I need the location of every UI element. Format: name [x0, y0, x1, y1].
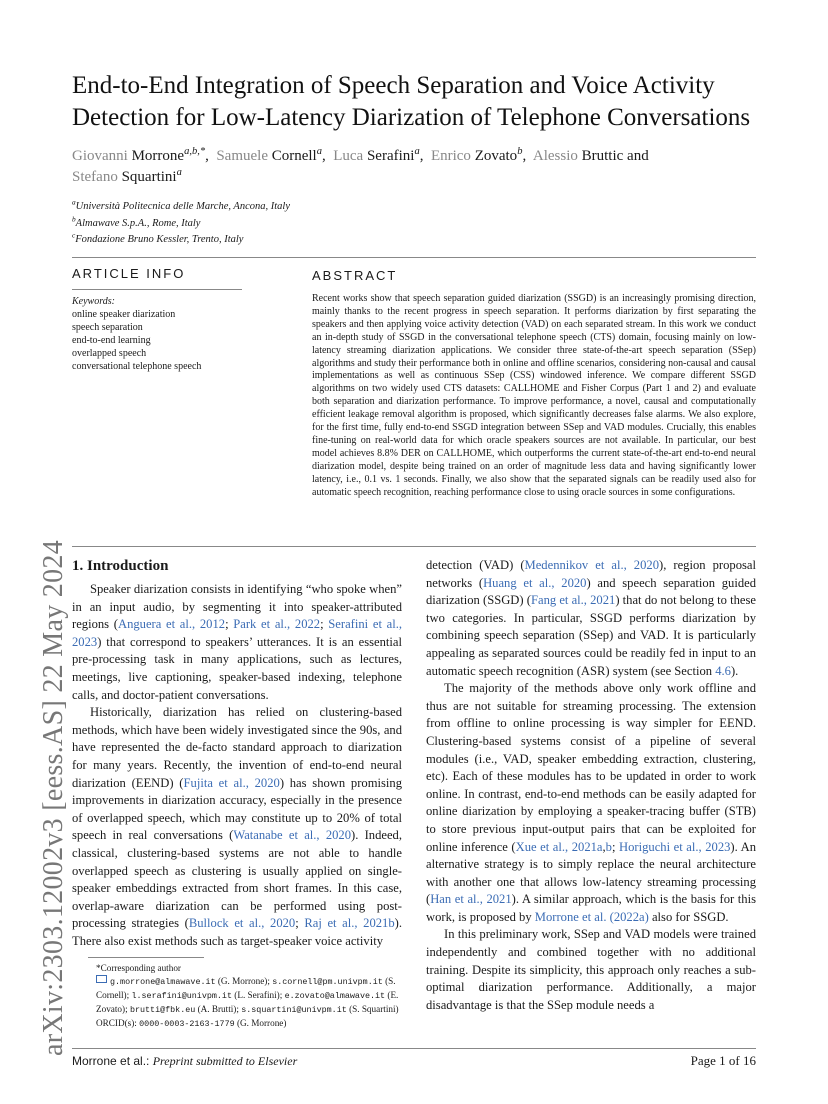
- keyword: end-to-end learning: [72, 335, 151, 346]
- abstract-heading: ABSTRACT: [312, 268, 398, 283]
- divider: [72, 546, 756, 547]
- affiliation: $^b$Almawave S.p.A., Rome, Italy: [72, 214, 201, 229]
- citation-link[interactable]: Medennikov et al., 2020: [524, 558, 659, 572]
- citation-link[interactable]: b: [605, 839, 612, 854]
- paragraph: In this preliminary work, SSep and VAD models were trained independently and combined together with no additional training. Despite its simplicity, this approach only reaches a sub-optimal diarization performance. Additionally, a major disadvantage is that the SSep module needs a: [426, 927, 756, 1012]
- citation-link[interactable]: Raj et al., 2021b: [304, 916, 395, 931]
- email-link[interactable]: s.cornell@pm.univpm.it: [272, 977, 383, 987]
- author[interactable]: Enrico Zovato$^b$: [430, 146, 523, 164]
- section-heading: 1. Introduction: [72, 558, 169, 574]
- paragraph: Speaker diarization consists in identifying “who spoke when” in an input audio, by segmenting it into speaker-attributed regions (Anguera et al., 2012; Park et al., 2022; Serafini et al., 2023) that correspond to speakers’ utterances. It is an essential pre-processing task in many applications, such as lectures, meetings, live captioning, speaker-based indexing, telephone calls, and doctor-patient conversations.: [72, 582, 403, 702]
- citation-link[interactable]: Fang et al., 2021: [530, 593, 616, 608]
- email-link[interactable]: g.morrone@almawave.it: [110, 977, 216, 987]
- paper-title: End-to-End Integration of Speech Separation and Voice Activity Detection for Low-Latency Diarization of Telephone Conversations: [72, 72, 751, 131]
- keyword: online speaker diarization: [72, 309, 176, 320]
- citation-link[interactable]: Xue et al., 2021a: [515, 839, 603, 854]
- orcid-label: ORCID(s):: [96, 1018, 140, 1028]
- author[interactable]: Luca Serafini$^a$: [333, 146, 420, 164]
- email-link[interactable]: e.zovato@almawave.it: [284, 991, 386, 1001]
- orcid-link[interactable]: 0000-0003-2163-1779: [139, 1019, 235, 1029]
- footer-divider: [72, 1048, 756, 1049]
- citation-link[interactable]: Watanabe et al., 2020: [233, 828, 352, 843]
- author[interactable]: Giovanni Morrone$^{a,b,*}$: [72, 146, 206, 164]
- email-link[interactable]: l.serafini@univpm.it: [131, 991, 232, 1001]
- author[interactable]: Samuele Cornell$^a$: [216, 146, 322, 164]
- keyword: overlapped speech: [72, 348, 147, 359]
- envelope-icon: [96, 975, 107, 983]
- abstract-text: Recent works show that speech separation guided diarization (SSGD) is an increasingly promising direction, mainly thanks to the recent progress in speech separation. It performs diarization by first separating the speakers and then applying voice activity detection (VAD) on each separated stream. In this work we conduct an in-depth study of SSGD in the conversational telephone speech (CTS) domain, focusing mainly on low-latency streaming diarization applications. We consider three state-of-the-art speech separation (SSep) algorithms and study their performance both in online and offline scenarios, considering non-causal and causal implementations as well as continuous SSep (CSS) windowed inference. We compare different SSGD algorithms on two widely used CTS datasets: CALLHOME and Fisher Corpus (Part 1 and 2) and evaluate both separation and diarization performance. To improve performance, a novel, causal and computationally efficient leakage removal algorithm is proposed, which significantly decreases false alarms. We also explore, for the first time, fully end-to-end SSGD integration between SSep and VAD modules. Crucially, this enables fine-tuning on real-world data for which oracle speakers sources are not available. In particular, our best model achieves 8.8% DER on CALLHOME, which outperforms the current state-of-the-art end-to-end neural diarization model, despite being trained on an order of magnitude less data and having significantly lower latency, i.e., 0.1 vs. 1 seconds. Finally, we also show that the separated signals can be readily used also for automatic speech recognition, reaching performance close to using oracle sources in some configurations.: [312, 293, 756, 498]
- section-link[interactable]: 4.6: [715, 663, 731, 678]
- email-link[interactable]: brutti@fbk.eu: [129, 1005, 196, 1015]
- author[interactable]: Alessio Bruttic: [532, 148, 624, 164]
- paragraph: The majority of the methods above only work offline and thus are not suitable for streaming processing. The extension from offline to online processing is way simpler for EEND. Clustering-based systems consist of a pipeline of several modules (i.e., VAD, speaker embedding extraction, clustering, etc). Each of these modules has to be updated in order to work online. In contrast, end-to-end methods can be easily adapted for online diarization by employing a speaker-tracing buffer (STB) to store previous input-output pairs that can be exploited for online inference (Xue et al., 2021a,b; Horiguchi et al., 2023). An alternative strategy is to simply replace the neural architecture with another one that allows low-latency streaming processing (Han et al., 2021). A similar approach, which is the basis for this work, is proposed by Morrone et al. (2022a) also for SSGD.: [426, 681, 757, 924]
- citation-link[interactable]: Bullock et al., 2020: [188, 916, 296, 931]
- author-list: Giovanni Morrone$^{a,b,*}$, Samuele Cornell$^a$, Luca Serafini$^a$, Enrico Zovato$^b$, Alessio Bruttic and Stefano Squartini$^a$: [72, 146, 649, 185]
- keywords: [72, 295, 201, 373]
- citation-link[interactable]: Horiguchi et al., 2023: [619, 839, 731, 854]
- paragraph: detection (VAD) (Medennikov et al., 2020), region proposal networks (Huang et al., 2020) and speech separation guided diarization (SSGD) (Fang et al., 2021) that do not belong to these two categories. In particular, SSGD performs diarization by combining speech separation (SSep) and VAD. It is particularly appealing as separated sources could be readily fed in input to an automatic speech recognition (ASR) system (see Section 4.6).: [426, 558, 757, 678]
- affiliations: [72, 199, 290, 249]
- author[interactable]: Stefano Squartini$^a$: [72, 167, 182, 185]
- citation-link[interactable]: Morrone et al. (2022a): [534, 909, 649, 924]
- citation-link[interactable]: Han et al., 2021: [430, 892, 512, 907]
- keyword: speech separation: [72, 322, 143, 333]
- citation-link[interactable]: Serafini et al., 2023: [72, 617, 403, 649]
- keyword: conversational telephone speech: [72, 361, 202, 372]
- citation-link[interactable]: Fujita et al., 2020: [183, 775, 280, 790]
- arxiv-sidebar: [16, 260, 69, 1056]
- citation-link[interactable]: Anguera et al., 2012: [117, 617, 226, 632]
- page-number: Page 1 of 16: [690, 1053, 756, 1068]
- left-column: [72, 557, 402, 950]
- arxiv-identifier: arXiv:2303.12002v3 [eess.AS] 22 May 2024: [38, 540, 69, 1056]
- footnote-divider: [88, 957, 204, 958]
- corresponding-author-note: *Corresponding author: [96, 963, 181, 973]
- article-info-heading: ARTICLE INFO: [72, 266, 186, 281]
- keywords-label: Keywords:: [72, 296, 115, 307]
- divider: [72, 289, 242, 290]
- paragraph: Historically, diarization has relied on clustering-based methods, which have been widely investigated since the 90s, and have represented the de-facto standard approach to diarization for many years. Recently, the invention of end-to-end neural diarization (EEND) (Fujita et al., 2020) has shown promising improvements in diarization accuracy, especially in the presence of overlapped speech, which may constitute up to 20% of total speech in real conversations (Watanabe et al., 2020). Indeed, classical, clustering-based systems are not able to handle overlapped speech as clustering is usually applied on single-speaker embeddings extracted from short frames. In this case, overlap-aware diarization can be performed using post-processing strategies (Bullock et al., 2020; Raj et al., 2021b). There also exist methods such as target-speaker voice activity: [72, 705, 403, 948]
- citation-link[interactable]: Park et al., 2022: [233, 617, 321, 632]
- running-footer: Morrone et al.: Preprint submitted to Elsevier: [72, 1054, 298, 1068]
- right-column: [426, 557, 756, 1014]
- citation-link[interactable]: Huang et al., 2020: [483, 575, 587, 590]
- footnote: *Corresponding author g.morrone@almawave.it (G. Morrone); s.cornell@pm.univpm.it (S. Cornell); l.serafini@univpm.it (L. Serafini); e.zovato@almawave.it (E. Zovato); brutti@fbk.eu (A. Brutti); s.squartini@univpm.it (S. Squartini) ORCID(s): 0000-0003-2163-1779 (G. Morrone): [88, 962, 404, 1031]
- email-link[interactable]: s.squartini@univpm.it: [241, 1005, 347, 1015]
- divider: [72, 257, 756, 258]
- affiliation: $^a$Università Politecnica delle Marche, Ancona, Italy: [72, 197, 290, 212]
- affiliation: $^c$Fondazione Bruno Kessler, Trento, Italy: [72, 230, 244, 245]
